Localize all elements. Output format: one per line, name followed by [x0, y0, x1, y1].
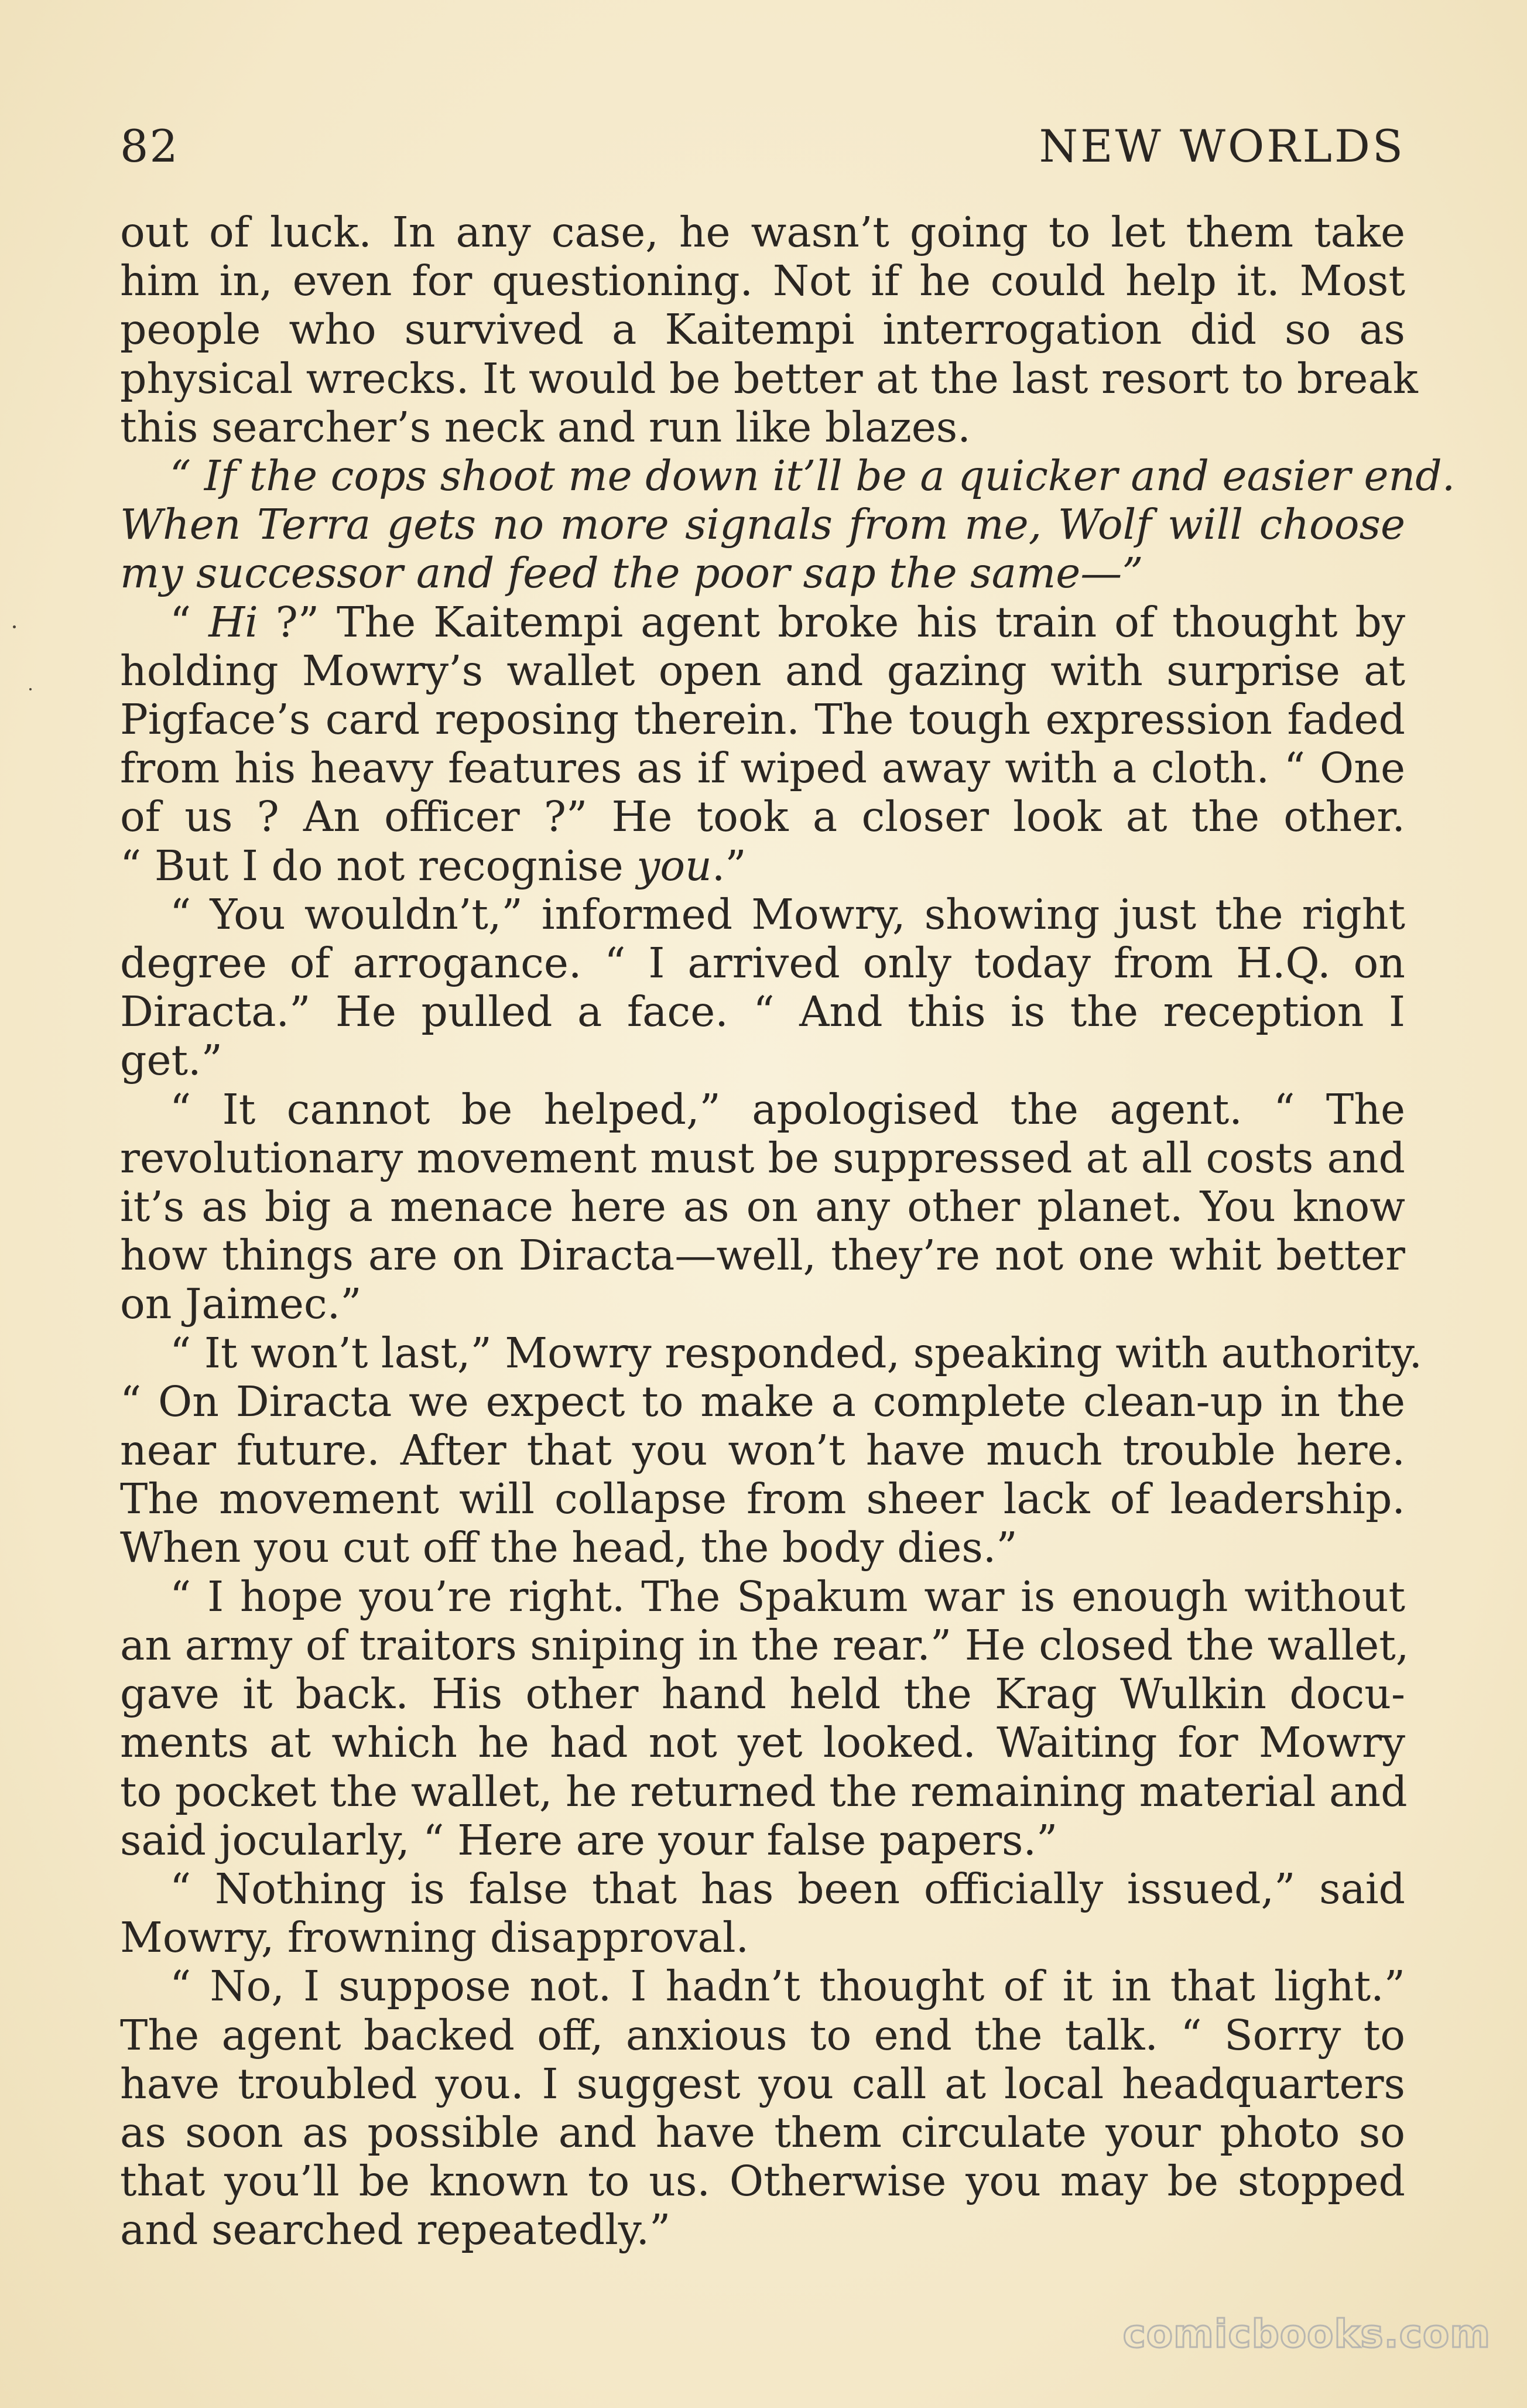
text-line: The movement will collapse from sheer lack of leadership. — [120, 1475, 1405, 1524]
text-line: Pigface’s card reposing therein. The tough expression faded — [120, 695, 1405, 744]
paper-speck — [13, 625, 16, 628]
text-line: how things are on Diracta—well, they’re not one whit better — [120, 1231, 1405, 1280]
text-line: it’s as big a menace here as on any other planet. You know — [120, 1182, 1405, 1232]
text-line: “ Nothing is false that has been officially issued,” said — [170, 1864, 1405, 1913]
text-line: degree of arrogance. “ I arrived only today from H.Q. on — [120, 939, 1405, 988]
text-line: “ No, I suppose not. I hadn’t thought of it in that light.” — [170, 1962, 1405, 2011]
text-line: him in, even for questioning. Not if he could help it. Most — [120, 256, 1405, 306]
text-line: “ Hi ?” The Kaitempi agent broke his train of thought by — [170, 597, 1405, 647]
text-line: out of luck. In any case, he wasn’t going to let them take — [120, 208, 1405, 256]
text-line: people who survived a Kaitempi interrogation did so as — [120, 305, 1405, 354]
text-line: my successor and feed the poor sap the same—” — [120, 549, 1143, 598]
book-page — [120, 120, 1456, 2255]
text-line: ments at which he had not yet looked. Waiting for Mowry — [120, 1718, 1405, 1767]
text-line: “ It cannot be helped,” apologised the agent. “ The — [170, 1085, 1405, 1134]
text-line: on Jaimec.” — [120, 1280, 362, 1329]
text-line: The agent backed off, anxious to end the talk. “ Sorry to — [120, 2010, 1405, 2060]
text-line: When Terra gets no more signals from me, Wolf will choose — [120, 500, 1405, 549]
page-number: 82 — [120, 120, 179, 172]
text-line: “ On Diracta we expect to make a complete clean-up in the — [120, 1377, 1405, 1426]
text-line: holding Mowry’s wallet open and gazing with surprise at — [120, 646, 1405, 695]
paper-speck — [29, 688, 32, 690]
running-title: NEW WORLDS — [1039, 120, 1405, 172]
text-line: said jocularly, “ Here are your false papers.” — [120, 1815, 1058, 1865]
text-line: have troubled you. I suggest you call at local headquarters — [120, 2059, 1405, 2108]
text-line: When you cut off the head, the body dies.” — [120, 1523, 1018, 1572]
text-line: near future. After that you won’t have much trouble here. — [120, 1426, 1405, 1475]
text-line: revolutionary movement must be suppressed at all costs and — [120, 1133, 1405, 1182]
emphasis: Hi — [208, 597, 258, 647]
page-header — [120, 120, 1405, 208]
text-line: Mowry, frowning disapproval. — [120, 1913, 749, 1962]
text-line: physical wrecks. It would be better at the last resort to break — [120, 354, 1418, 403]
text-line: and searched repeatedly.” — [120, 2205, 671, 2255]
text-line: “ It won’t last,” Mowry responded, speaking with authority. — [170, 1328, 1423, 1377]
text-line: that you’ll be known to us. Otherwise you may be stopped — [120, 2157, 1405, 2206]
text-line: “ If the cops shoot me down it’ll be a quicker and easier end. — [170, 452, 1456, 501]
text-line: Diracta.” He pulled a face. “ And this is the reception I — [120, 987, 1405, 1037]
text-line: to pocket the wallet, he returned the remaining material and — [120, 1767, 1408, 1816]
text-line: from his heavy features as if wiped away with a cloth. “ One — [120, 744, 1405, 793]
text-line: get.” — [120, 1036, 222, 1085]
watermark: comicbooks.com — [1122, 2311, 1491, 2356]
body-text — [120, 208, 1456, 2255]
text-line: an army of traitors sniping in the rear.” He closed the wallet, — [120, 1620, 1409, 1670]
text-line: this searcher’s neck and run like blazes. — [120, 402, 971, 452]
text-line: of us ? An officer ?” He took a closer look at the other. — [120, 792, 1405, 842]
text-line: “ I hope you’re right. The Spakum war is enough without — [170, 1572, 1405, 1621]
text-line: “ You wouldn’t,” informed Mowry, showing just the right — [170, 890, 1405, 939]
text-line: “ But I do not recognise you.” — [120, 841, 747, 890]
text-line: gave it back. His other hand held the Krag Wulkin docu- — [120, 1670, 1405, 1719]
emphasis: you — [636, 841, 712, 890]
text-line: as soon as possible and have them circulate your photo so — [120, 2108, 1405, 2157]
